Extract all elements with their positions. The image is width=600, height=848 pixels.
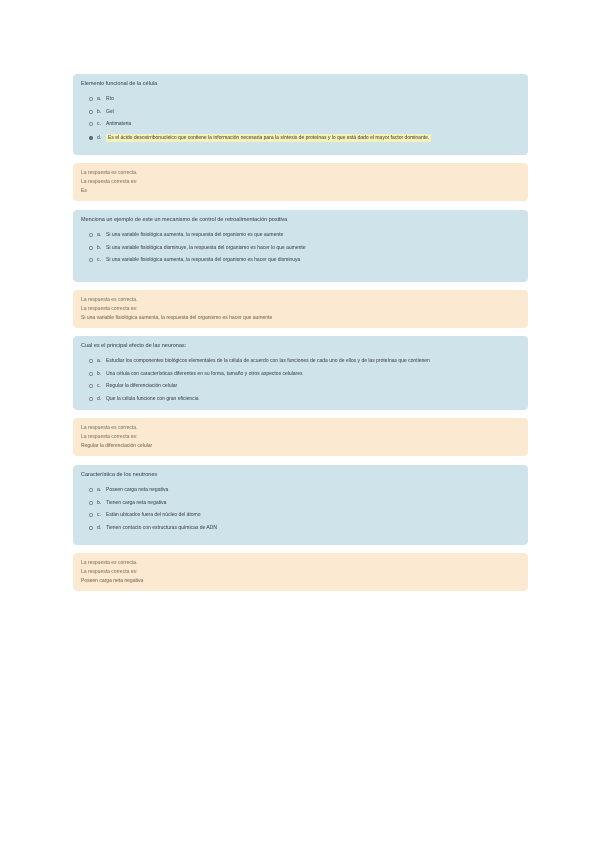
option-text: Poseen carga neta negativa [106, 487, 169, 494]
option-letter: c. [97, 383, 101, 390]
feedback-correct-label: La respuesta correcta es: [81, 433, 138, 440]
answer-option-c[interactable] [81, 257, 520, 264]
question-stem: Menciona un ejemplo de este un mecanismo de control de retroalimentación positiva [81, 217, 288, 223]
answer-option-d[interactable] [81, 525, 520, 532]
radio-button[interactable] [89, 513, 93, 517]
option-letter: d. [97, 395, 102, 402]
radio-button[interactable] [89, 246, 93, 250]
option-text: Una célula con características diferentes en su forma, tamaño y otros aspectos celulares [106, 370, 303, 377]
feedback-answer: Si una variable fisiológica aumenta, la respuesta del organismo es hacer que aumente [81, 314, 273, 321]
option-text: Gel [106, 108, 114, 115]
answer-option-a[interactable] [81, 232, 520, 239]
option-text: Antimateria [106, 121, 132, 128]
feedback-card-3 [73, 418, 528, 456]
answer-option-b[interactable] [81, 245, 520, 252]
radio-button[interactable] [89, 122, 93, 126]
feedback-card-2 [73, 290, 528, 328]
option-text: Que la célula funcione con gran eficiencia [106, 395, 199, 402]
answer-option-b[interactable] [81, 371, 520, 378]
option-letter: b. [97, 108, 102, 115]
radio-button[interactable] [89, 488, 93, 492]
option-letter: a. [97, 232, 102, 239]
option-text: Tienen carga neta negativa [106, 499, 167, 506]
option-letter: a. [97, 487, 102, 494]
option-text: Si una variable fisiológica aumenta, la respuesta del organismo es que aumente [106, 232, 284, 239]
option-text: Regular la diferenciación celular [106, 383, 178, 390]
question-stem: Característica de los neutrones [81, 472, 158, 478]
feedback-status: La respuesta es correcta. [81, 170, 138, 176]
option-letter: d. [97, 524, 102, 531]
option-text: Río [106, 96, 114, 103]
radio-button[interactable] [89, 384, 93, 388]
option-letter: d. [97, 134, 102, 141]
feedback-card-1 [73, 163, 528, 201]
radio-button[interactable] [89, 526, 93, 530]
option-letter: b. [97, 370, 102, 377]
answer-option-d[interactable] [81, 396, 520, 403]
question-stem: Elemento funcional de la célula [81, 81, 158, 87]
feedback-status: La respuesta es correcta. [81, 297, 138, 303]
feedback-correct-label: La respuesta correcta es: [81, 305, 138, 312]
radio-button[interactable] [89, 110, 93, 114]
option-letter: a. [97, 358, 102, 365]
option-letter: c. [97, 121, 101, 128]
option-text-highlighted: Es el ácido desoxirribonucleico que contiene la información necesaria para la síntesis de proteínas y lo que está dado el mayor factor dominante. [108, 134, 430, 141]
radio-button[interactable] [89, 258, 93, 262]
radio-button-selected[interactable] [89, 136, 93, 140]
question-card-1 [73, 74, 528, 155]
answer-option-d[interactable] [81, 134, 520, 143]
radio-button[interactable] [89, 501, 93, 505]
feedback-answer: Es [81, 187, 87, 194]
radio-button[interactable] [89, 233, 93, 237]
option-letter: b. [97, 244, 102, 251]
option-text: Si una variable fisiológica aumenta, la respuesta del organismo es hacer que disminuya [106, 257, 301, 264]
answer-option-a[interactable] [81, 487, 520, 494]
option-text: Están ubicados fuera del núcleo del átomo [106, 512, 201, 519]
feedback-card-4 [73, 553, 528, 591]
answer-option-c[interactable] [81, 383, 520, 390]
question-card-4 [73, 465, 528, 545]
feedback-status: La respuesta es correcta. [81, 425, 138, 431]
answer-option-b[interactable] [81, 500, 520, 507]
option-letter: c. [97, 257, 101, 264]
option-text: Si una variable fisiológica disminuye, la respuesta del organismo es hacer lo que aumente [106, 244, 306, 251]
feedback-correct-label: La respuesta correcta es: [81, 178, 138, 185]
question-stem: Cual es el principal efecto de las neuronas: [81, 343, 187, 349]
radio-button[interactable] [89, 397, 93, 401]
answer-option-a[interactable] [81, 96, 520, 103]
option-text: Tienen contacto con estructuras químicas de ADN [106, 524, 217, 531]
feedback-answer: Poseen carga neta negativa [81, 577, 144, 584]
option-text: Estudiar los componentes biológicos elementales de la célula de acuerdo con las funciones de cada uno de ellos y de las proteínas que contienen [106, 358, 430, 365]
feedback-answer: Regular la diferenciación celular [81, 442, 153, 449]
option-letter: a. [97, 96, 102, 103]
option-letter: b. [97, 499, 102, 506]
answer-option-a[interactable] [81, 358, 520, 365]
option-letter: c. [97, 512, 101, 519]
question-card-2 [73, 210, 528, 282]
feedback-status: La respuesta es correcta. [81, 560, 138, 566]
answer-option-b[interactable] [81, 109, 520, 116]
radio-button[interactable] [89, 359, 93, 363]
answer-option-c[interactable] [81, 121, 520, 128]
answer-option-c[interactable] [81, 512, 520, 519]
feedback-correct-label: La respuesta correcta es: [81, 568, 138, 575]
question-card-3 [73, 336, 528, 410]
radio-button[interactable] [89, 97, 93, 101]
radio-button[interactable] [89, 372, 93, 376]
